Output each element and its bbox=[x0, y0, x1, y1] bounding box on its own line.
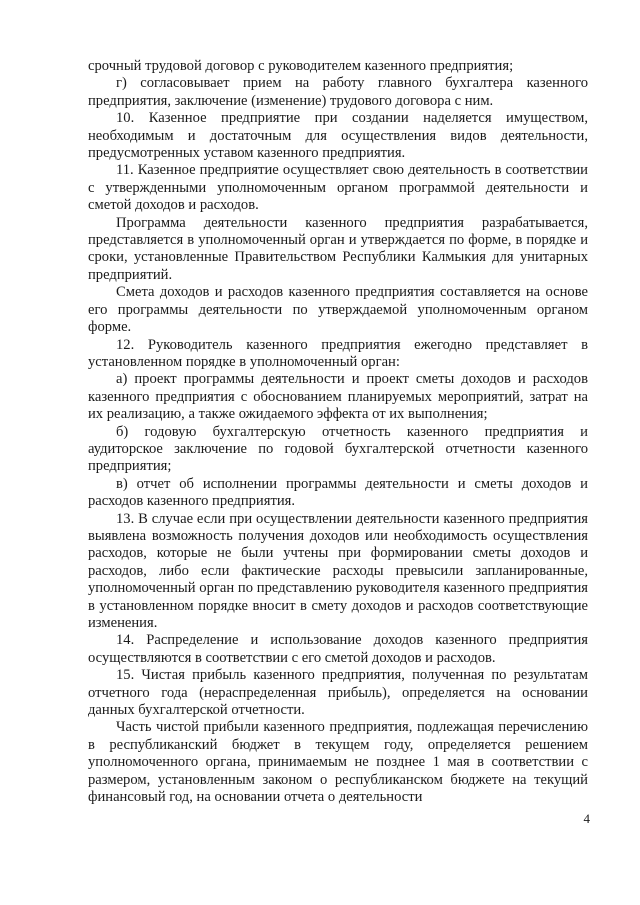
paragraph-12: 12. Руководитель казенного предприятия ежегодно представляет в установленном порядке в уполномоченный орган: bbox=[88, 336, 588, 370]
paragraph-12v: в) отчет об исполнении программы деятельности и сметы доходов и расходов казенного предприятия. bbox=[88, 475, 588, 510]
paragraph-11-budget: Смета доходов и расходов казенного предприятия составляется на основе его программы деятельности по утверждаемой уполномоченным органом форме. bbox=[88, 284, 588, 336]
paragraph-9g: г) согласовывает прием на работу главного бухгалтера казенного предприятия, заключение (изменение) трудового договора с ним. bbox=[88, 75, 588, 109]
paragraph-intro-continuation: срочный трудовой договор с руководителем казенного предприятия; bbox=[88, 58, 514, 74]
paragraph-12b: б) годовую бухгалтерскую отчетность казенного предприятия и аудиторское заключение по годовой бухгалтерской отчетности казенного предприятия; bbox=[88, 423, 588, 475]
paragraph-15-part: Часть чистой прибыли казенного предприятия, подлежащая перечислению в республиканский бюджет в текущем году, определяется решением уполномоченного органа, принимаемым не позднее 1 мая в соответствии с размером, установленным законом о республиканском бюджете на текущий финансовый год, на основании отчета о деятельности bbox=[88, 719, 588, 806]
paragraph-15: 15. Чистая прибыль казенного предприятия, полученная по результатам отчетного года (нераспределенная прибыль), определяется на основании данных бухгалтерской отчетности. bbox=[88, 667, 588, 719]
paragraph-11: 11. Казенное предприятие осуществляет свою деятельность в соответствии с утвержденными уполномоченным органом программой деятельности и сметой доходов и расходов. bbox=[88, 162, 588, 214]
paragraph-11-program: Программа деятельности казенного предприятия разрабатывается, представляется в уполномоченный орган и утверждается по форме, в порядке и сроки, установленные Правительством Республики Калмыкия для унитарных предприятий. bbox=[88, 214, 588, 283]
paragraph-10: 10. Казенное предприятие при создании наделяется имуществом, необходимым и достаточным для осуществления видов деятельности, предусмотренных уставом казенного предприятия. bbox=[88, 110, 588, 162]
paragraph-12a: а) проект программы деятельности и проект сметы доходов и расходов казенного предприятия с обоснованием планируемых мероприятий, затрат на их реализацию, а также ожидаемого эффекта от их выполнения; bbox=[88, 371, 588, 423]
paragraph-13: 13. В случае если при осуществлении деятельности казенного предприятия выявлена возможность получения доходов или необходимость осуществления расходов, которые не были учтены при формировании сметы доходов и расходов, либо если фактические расходы превысили запланированные, уполномоченный орган по представлению руководителя казенного предприятия в установленном порядке вносит в смету доходов и расходов соответствующие изменения. bbox=[88, 510, 588, 631]
paragraph-14: 14. Распределение и использование доходов казенного предприятия осуществляются в соответствии с его сметой доходов и расходов. bbox=[88, 632, 588, 666]
page-number: 4 bbox=[583, 811, 590, 826]
document-body bbox=[88, 58, 588, 806]
